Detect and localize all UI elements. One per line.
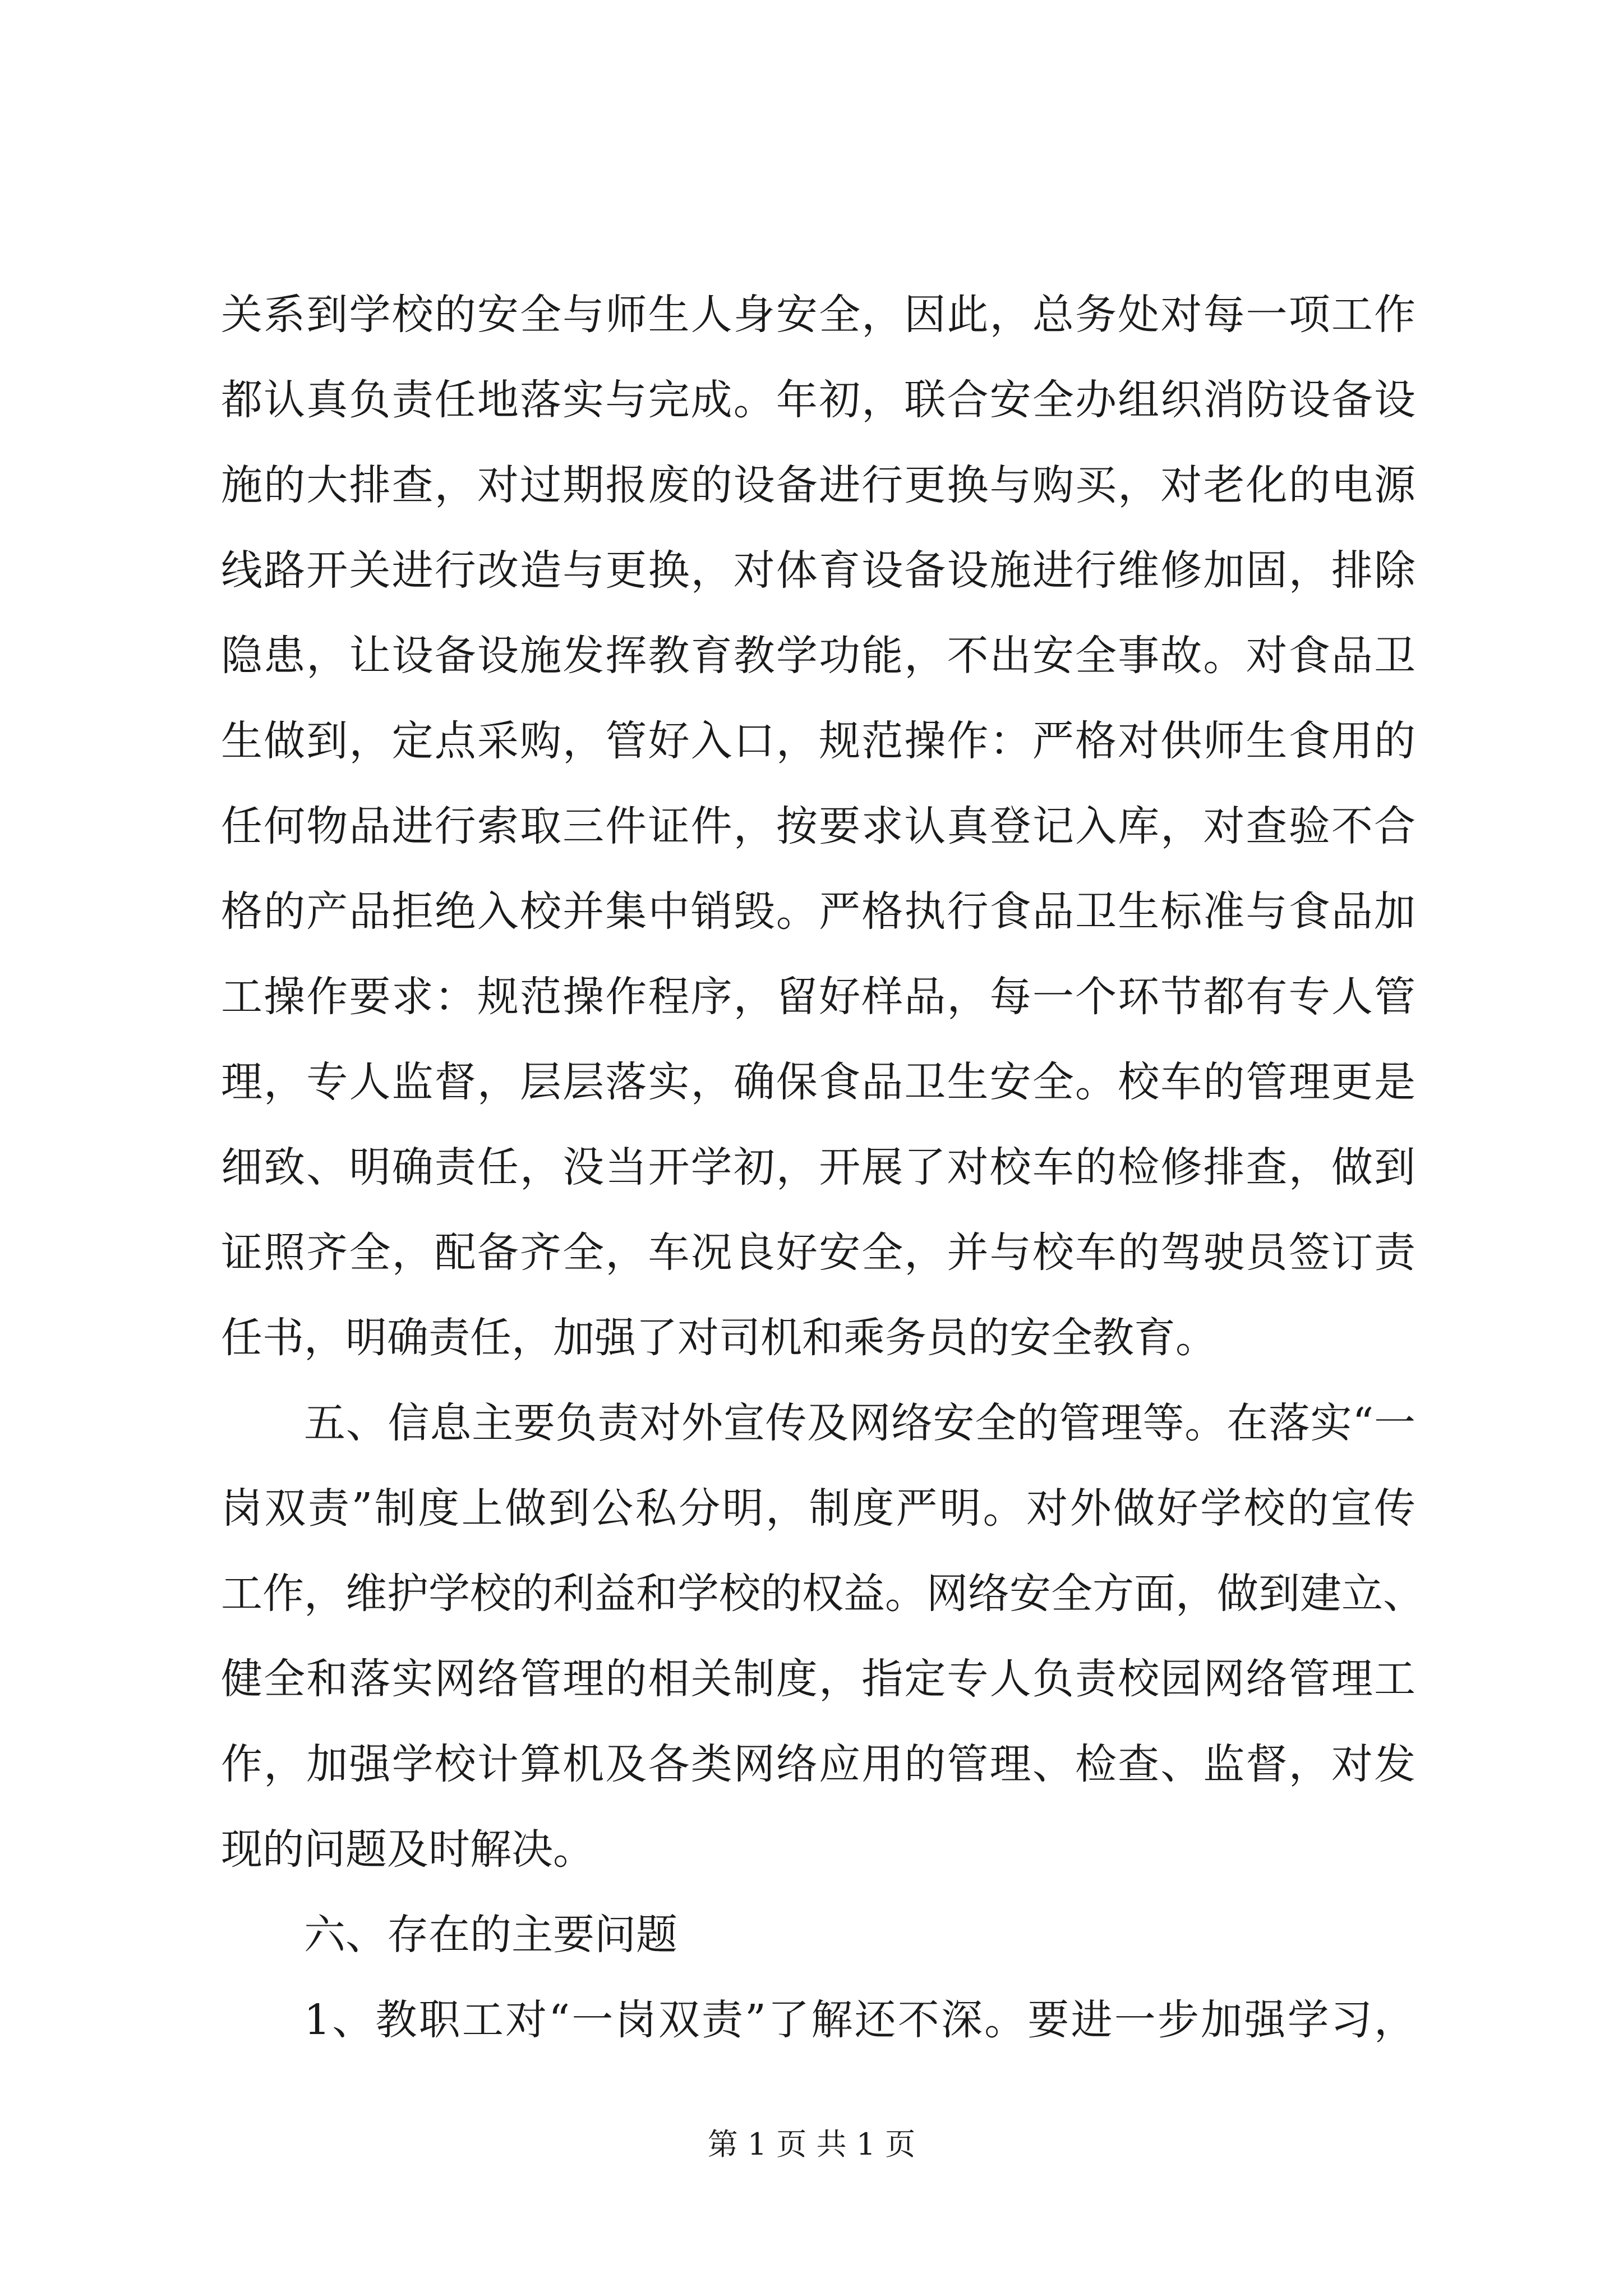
paragraph-line: 工操作要求：规范操作程序，留好样品，每一个环节都有专人管 [221, 973, 1415, 1021]
document-body [221, 289, 1424, 2079]
paragraph-line: 施的大排查，对过期报废的设备进行更换与购买，对老化的电源 [221, 461, 1415, 509]
paragraph-line: 证照齐全，配备齐全，车况良好安全，并与校车的驾驶员签订责 [221, 1228, 1415, 1277]
paragraph-line: 五、信息主要负责对外宣传及网络安全的管理等。在落实“一 [304, 1399, 1415, 1447]
paragraph-line: 线路开关进行改造与更换，对体育设备设施进行维修加固，排除 [221, 546, 1415, 595]
paragraph-line: 任何物品进行索取三件证件，按要求认真登记入库，对查验不合 [221, 802, 1415, 850]
paragraph-line: 细致、明确责任，没当开学初，开展了对校车的检修排查，做到 [221, 1143, 1415, 1191]
paragraph-line: 健全和落实网络管理的相关制度，指定专人负责校园网络管理工 [221, 1655, 1415, 1703]
paragraph-line: 隐患，让设备设施发挥教育教学功能，不出安全事故。对食品卫 [221, 632, 1415, 680]
paragraph-line: 都认真负责任地落实与完成。年初，联合安全办组织消防设备设 [221, 376, 1415, 424]
paragraph-line: 岗双责”制度上做到公私分明，制度严明。对外做好学校的宣传 [221, 1484, 1415, 1533]
paragraph-line: 工作，维护学校的利益和学校的权益。网络安全方面，做到建立、 [221, 1570, 1424, 1618]
paragraph-line: 生做到，定点采购，管好入口，规范操作：严格对供师生食用的 [221, 717, 1415, 765]
paragraph-line: 现的问题及时解决。 [221, 1825, 594, 1874]
paragraph-line: 关系到学校的安全与师生人身安全，因此，总务处对每一项工作 [221, 291, 1415, 339]
section-heading: 六、存在的主要问题 [304, 1911, 677, 1959]
paragraph-line: 任书，明确责任，加强了对司机和乘务员的安全教育。 [221, 1314, 1217, 1362]
paragraph-line: 1、教职工对“一岗双责”了解还不深。要进一步加强学习， [304, 1996, 1415, 2044]
paragraph-line: 格的产品拒绝入校并集中销毁。严格执行食品卫生标准与食品加 [221, 887, 1415, 936]
page-footer: 第 1 页 共 1 页 [707, 2127, 916, 2162]
paragraph-line: 作，加强学校计算机及各类网络应用的管理、检查、监督，对发 [221, 1740, 1415, 1788]
paragraph-line: 理，专人监督，层层落实，确保食品卫生安全。校车的管理更是 [221, 1058, 1415, 1106]
